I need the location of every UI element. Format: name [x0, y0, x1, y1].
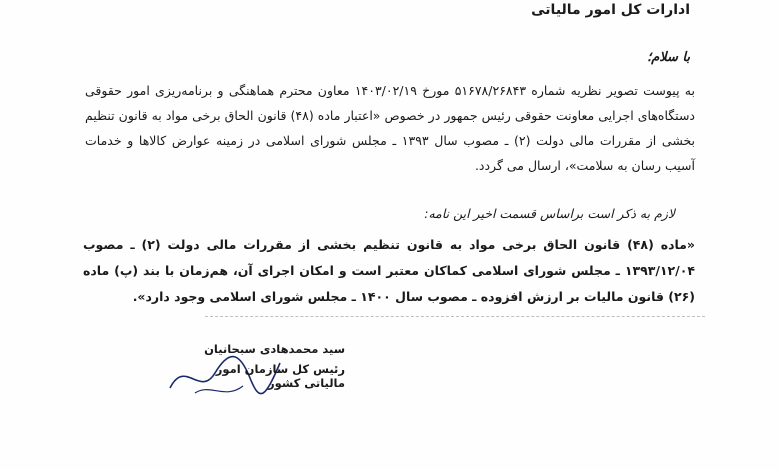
quote-paragraph: «ماده (۴۸) قانون الحاق برخی مواد به قانون تنظیم بخشی از مقررات مالی دولت (۲) ـ مصوب ۱۳۹۳/۱۲/۰۴ ـ مجلس شورای اسلامی کماکان معتبر است و امکان اجرای آن، هم‌زمان با بند (پ) ماده (۲۶) قانون مالیات بر ارزش افزوده ـ مصوب سال ۱۴۰۰ ـ مجلس شورای اسلامی وجود دارد».: [83, 237, 695, 304]
quoted-text: [83, 232, 695, 310]
signatory-title: رئیس کل سازمان امور مالیاتی کشور: [215, 362, 345, 390]
note-line: لازم به ذکر است براساس قسمت اخیر این نامه:: [424, 206, 675, 221]
salutation: با سلام؛: [647, 50, 690, 65]
letter-body: [85, 78, 695, 178]
body-paragraph: به پیوست تصویر نظریه شماره ۵۱۶۷۸/۲۶۸۴۳ مورخ ۱۴۰۳/۰۲/۱۹ معاون محترم هماهنگی و برنامه‌ریزی امور حقوقی دستگاه‌های اجرایی معاونت حقوقی رئیس جمهور در خصوص «اعتبار ماده (۴۸) قانون الحاق برخی مواد به قانون تنظیم بخشی از مقررات مالی دولت (۲) ـ مصوب سال ۱۳۹۳ ـ مجلس شورای اسلامی در زمینه عوارض کالاها و خدمات آسیب رسان به سلامت»، ارسال می گردد.: [85, 83, 696, 173]
divider: [205, 316, 705, 317]
signature-block: [185, 342, 345, 390]
signatory-name: سید محمدهادی سبحانیان: [204, 342, 345, 356]
letter-recipient: ادارات کل امور مالیاتی: [531, 2, 690, 18]
